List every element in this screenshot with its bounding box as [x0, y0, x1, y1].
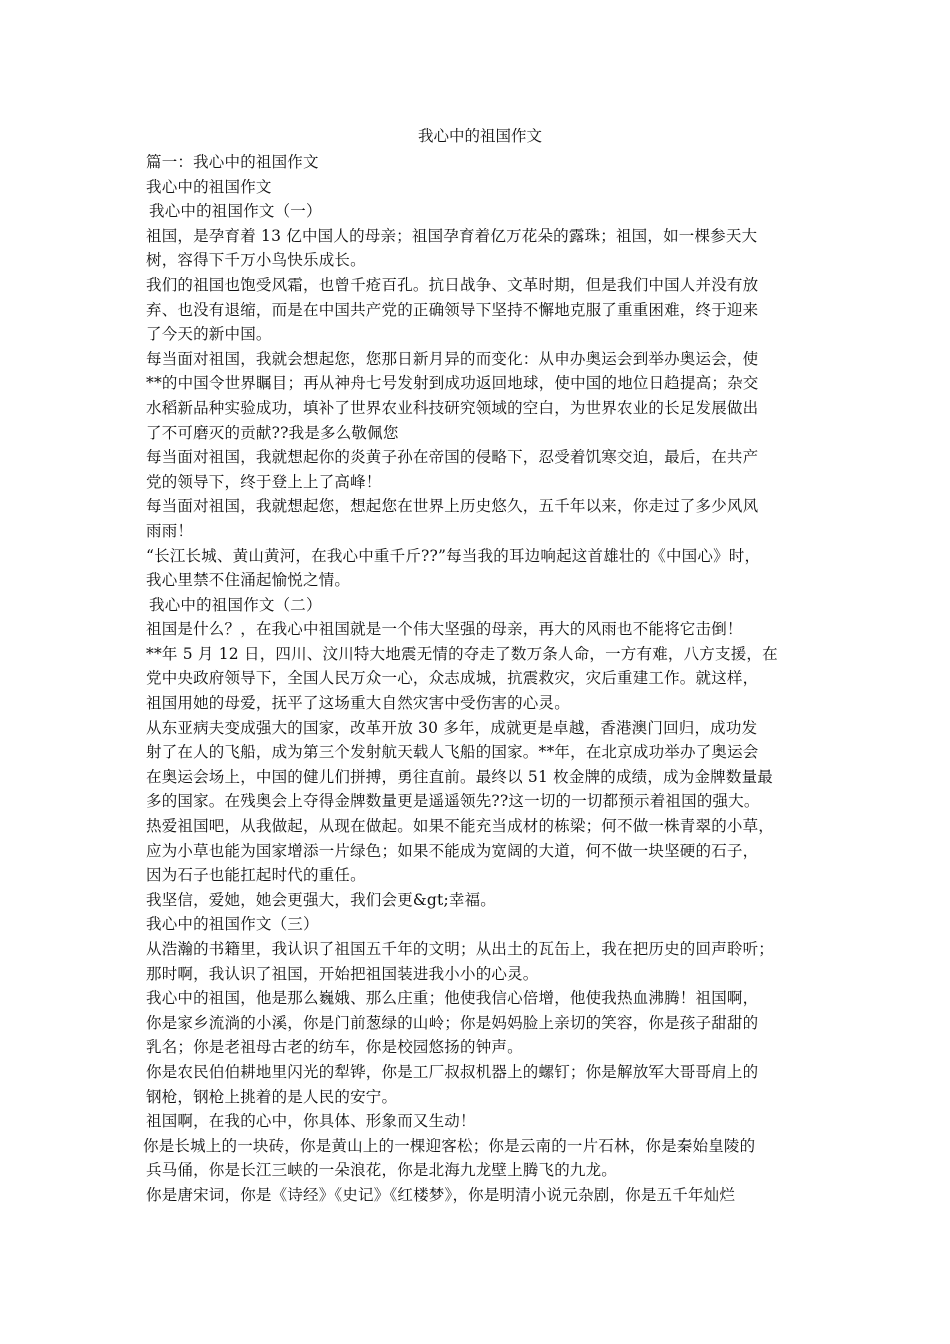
text-line: 你是农民伯伯耕地里闪光的犁铧，你是工厂叔叔机器上的螺钉；你是解放军大哥哥肩上的: [146, 1062, 759, 1081]
text-line: 党中央政府领导下，全国人民万众一心，众志成城，抗震救灾，灾后重建工作。就这样，: [146, 669, 759, 688]
text-line: 因为石子也能扛起时代的重任。: [146, 866, 366, 885]
section-heading: 篇一：我心中的祖国作文: [146, 153, 319, 171]
text-line: 每当面对祖国，我就想起你的炎黄子孙在帝国的侵略下，忍受着饥寒交迫，最后，在共产: [146, 448, 759, 467]
text-line: 我坚信，爱她，她会更强大，我们会更&gt;幸福。: [146, 890, 496, 909]
text-line: 我们的祖国也饱受风霜，也曾千疮百孔。抗日战争、文革时期，但是我们中国人并没有放: [146, 275, 759, 294]
text-line: 从东亚病夫变成强大的国家，改革开放 30 多年，成就更是卓越，香港澳门回归，成功发: [146, 718, 758, 737]
text-line: 了今天的新中国。: [146, 325, 272, 344]
text-line: 乳名；你是老祖母古老的纺车，你是校园悠扬的钟声。: [146, 1038, 523, 1057]
document-body: [143, 150, 814, 1208]
text-line: 弃、也没有退缩，而是在中国共产党的正确领导下坚持不懈地克服了重重困难，终于迎来: [146, 300, 759, 319]
subsection-heading: 我心中的祖国作文（三）: [146, 915, 319, 934]
document-page: [143, 124, 814, 1208]
text-line: 在奥运会场上，中国的健儿们拼搏，勇往直前。最终以 51 枚金牌的成绩，成为金牌数量最: [146, 767, 773, 786]
text-line: 祖国，是孕育着 13 亿中国人的母亲；祖国孕育着亿万花朵的露珠；祖国，如一棵参天大: [146, 226, 758, 245]
text-line: 我心里禁不住涌起愉悦之情。: [146, 571, 351, 590]
text-line: 射了在人的飞船，成为第三个发射航天载人飞船的国家。**年，在北京成功举办了奥运会: [146, 743, 759, 762]
text-line: 钢枪，钢枪上挑着的是人民的安宁。: [146, 1087, 398, 1106]
subsection-heading: 我心中的祖国作文（二）: [149, 595, 322, 614]
text-line: 祖国用她的母爱，抚平了这场重大自然灾害中受伤害的心灵。: [146, 694, 570, 713]
text-line: 你是家乡流淌的小溪，你是门前葱绿的山岭；你是妈妈脸上亲切的笑容，你是孩子甜甜的: [146, 1013, 759, 1032]
text-line: 每当面对祖国，我就想起您，想起您在世界上历史悠久，五千年以来，你走过了多少风风: [146, 497, 759, 516]
document-title: 我心中的祖国作文: [417, 127, 542, 145]
text-line: 你是长城上的一块砖，你是黄山上的一棵迎客松；你是云南的一片石林，你是秦始皇陵的: [143, 1136, 756, 1155]
text-line: **年 5 月 12 日，四川、汶川特大地震无情的夺走了数万条人命，一方有难，八方支援，在: [146, 644, 778, 663]
text-line: 祖国啊，在我的心中，你具体、形象而又生动！: [146, 1112, 476, 1131]
text-line: 应为小草也能为国家增添一片绿色；如果不能成为宽阔的大道，何不做一块坚硬的石子，: [146, 841, 759, 860]
text-line: 多的国家。在残奥会上夺得金牌数量更是遥遥领先??这一切的一切都预示着祖国的强大。: [146, 792, 760, 811]
text-line: 从浩瀚的书籍里，我认识了祖国五千年的文明；从出土的瓦缶上，我在把历史的回声聆听；: [146, 940, 775, 958]
text-line: 党的领导下，终于登上上了高峰！: [146, 472, 382, 491]
text-line: 热爱祖国吧，从我做起，从现在做起。如果不能充当成材的栋梁；何不做一株青翠的小草，: [146, 817, 775, 836]
text-line: 树，容得下千万小鸟快乐成长。: [146, 251, 366, 270]
text-line: “长江长城、黄山黄河，在我心中重千斤??”每当我的耳边响起这首雄壮的《中国心》时，: [146, 546, 761, 565]
text-line: 我心中的祖国，他是那么巍娥、那么庄重；他使我信心倍增，他使我热血沸腾！祖国啊，: [146, 989, 759, 1008]
text-line: 水稻新品种实验成功，填补了世界农业科技研究领域的空白，为世界农业的长足发展做出: [146, 398, 759, 417]
text-line: **的中国令世界瞩目；再从神舟七号发射到成功返回地球，使中国的地位日趋提高；杂交: [146, 374, 759, 393]
subtitle: 我心中的祖国作文: [146, 177, 272, 196]
text-line: 你是唐宋词，你是《诗经》《史记》《红楼梦》，你是明清小说元杂剧，你是五千年灿烂: [146, 1185, 736, 1204]
text-line: 祖国是什么？，在我心中祖国就是一个伟大坚强的母亲，再大的风雨也不能将它击倒！: [146, 620, 743, 639]
text-line: 兵马俑，你是长江三峡的一朵浪花，你是北海九龙壁上腾飞的九龙。: [146, 1161, 618, 1180]
subsection-heading: 我心中的祖国作文（一）: [149, 202, 322, 221]
text-line: 雨雨！: [146, 521, 194, 540]
text-line: 了不可磨灭的贡献??我是多么敬佩您: [146, 423, 399, 442]
text-line: 每当面对祖国，我就会想起您，您那日新月异的而变化：从申办奥运会到举办奥运会，使: [146, 349, 759, 368]
text-line: 那时啊，我认识了祖国，开始把祖国装进我小小的心灵。: [146, 964, 539, 983]
